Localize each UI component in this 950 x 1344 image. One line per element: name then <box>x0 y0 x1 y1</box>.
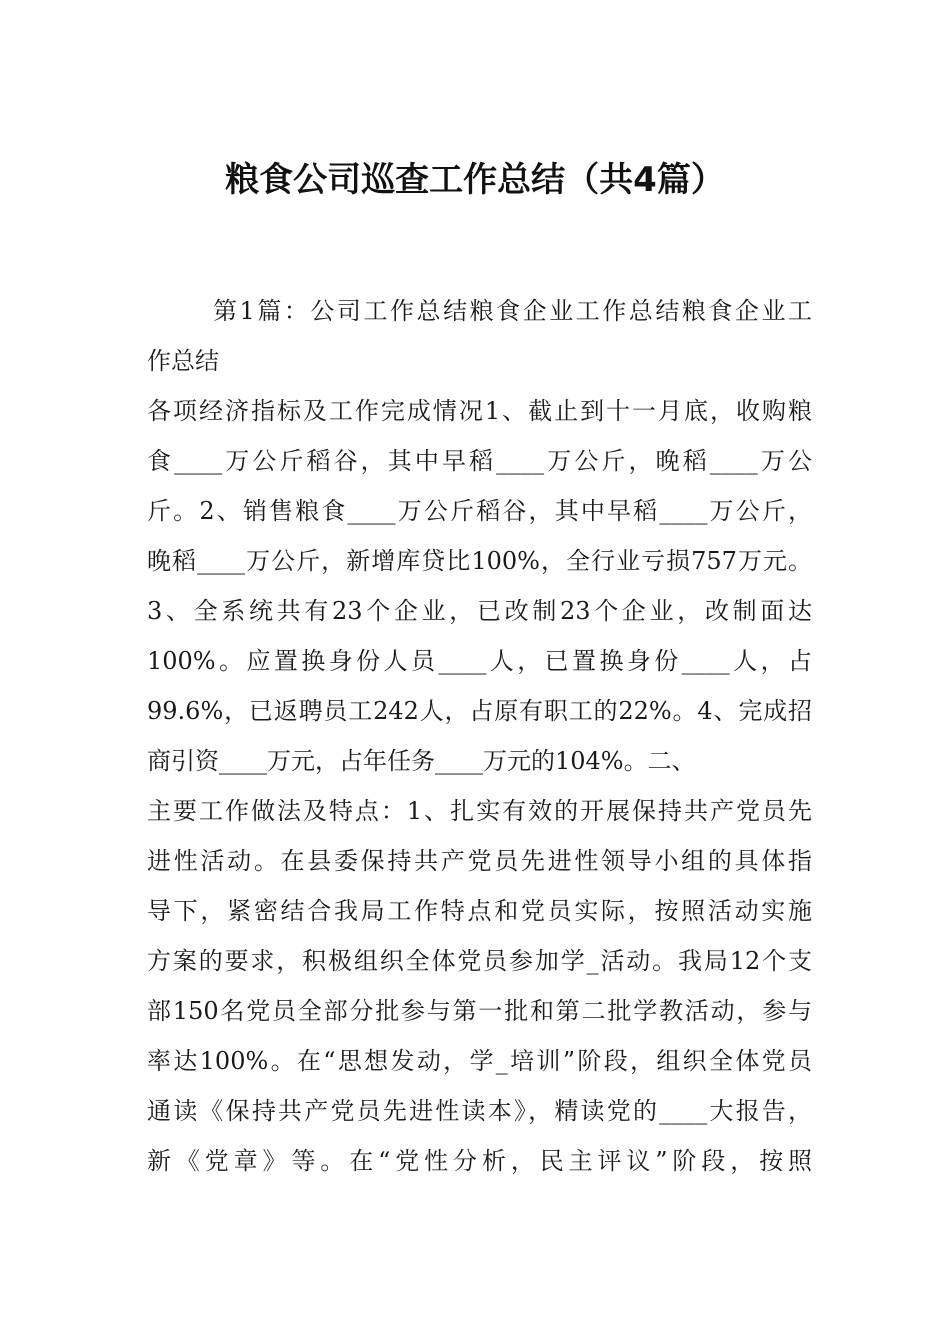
paragraph-line-11: 主要工作做法及特点：1、扎实有效的开展保持共产党员先 <box>147 797 812 825</box>
paragraph-line-3: 各项经济指标及工作完成情况1、截止到十一月底，收购粮 <box>147 397 812 425</box>
document-title: 粮食公司巡查工作总结（共4篇） <box>225 160 725 200</box>
paragraph-line-12: 进性活动。在县委保持共产党员先进性领导小组的具体指 <box>147 847 812 875</box>
paragraph-line-2: 作总结 <box>147 347 219 375</box>
paragraph-line-18: 新《党章》等。在“党性分析，民主评议”阶段，按照 <box>147 1147 812 1175</box>
paragraph-line-13: 导下，紧密结合我局工作特点和党员实际，按照活动实施 <box>147 897 812 925</box>
paragraph-line-14: 方案的要求，积极组织全体党员参加学_活动。我局12个支 <box>147 947 812 975</box>
paragraph-line-17: 通读《保持共产党员先进性读本》，精读党的____大报告， <box>147 1097 812 1125</box>
paragraph-line-10: 商引资____万元，占年任务____万元的104%。二、 <box>147 747 696 775</box>
paragraph-line-8: 100%。应置换身份人员____人，已置换身份____人，占 <box>147 647 812 675</box>
paragraph-line-16: 率达100%。在“思想发动，学_培训”阶段，组织全体党员 <box>147 1047 812 1075</box>
paragraph-line-9: 99.6%，已返聘员工242人，占原有职工的22%。4、完成招 <box>147 697 812 725</box>
paragraph-line-4: 食____万公斤稻谷，其中早稻____万公斤，晚稻____万公 <box>147 447 812 475</box>
paragraph-line-15: 部150名党员全部分批参与第一批和第二批学教活动，参与 <box>147 997 812 1025</box>
paragraph-line-6: 晚稻____万公斤，新增库贷比100%，全行业亏损757万元。 <box>147 547 812 575</box>
paragraph-line-7: 3、全系统共有23个企业，已改制23个企业，改制面达 <box>147 597 812 625</box>
paragraph-line-1: 第1篇：公司工作总结粮食企业工作总结粮食企业工 <box>213 297 812 325</box>
paragraph-line-5: 斤。2、销售粮食____万公斤稻谷，其中早稻____万公斤， <box>147 497 812 525</box>
